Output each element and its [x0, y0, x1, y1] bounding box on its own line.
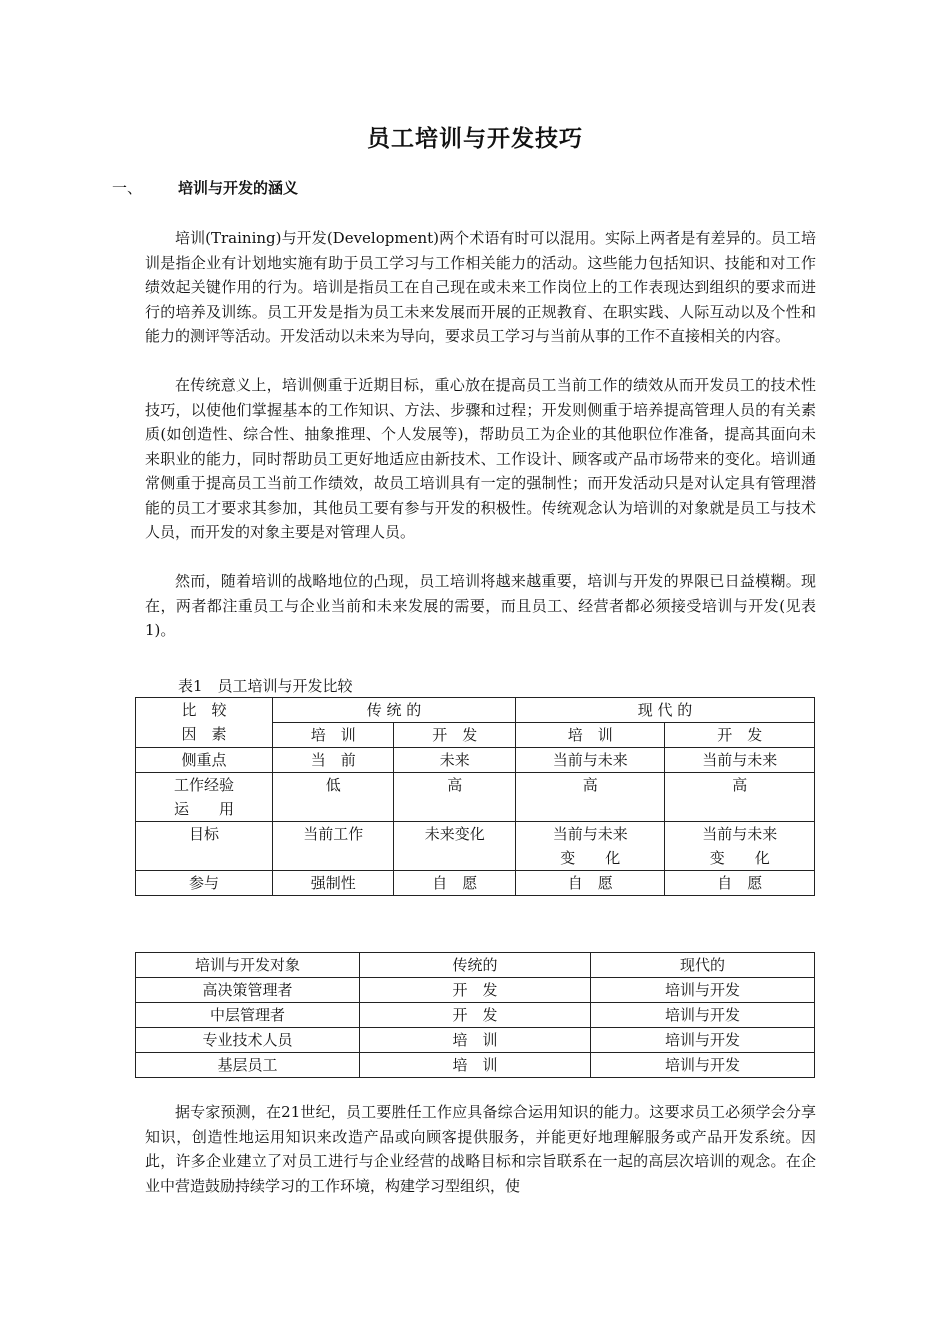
cell: [665, 822, 815, 871]
subheader-trad-development: 开 发: [394, 723, 515, 748]
row-factor: [136, 773, 273, 822]
cell: 高: [665, 773, 815, 822]
header-cell: 传统的: [360, 953, 591, 978]
table-header-row: [136, 953, 815, 978]
cell: 高决策管理者: [136, 978, 360, 1003]
header-cell: 现代的: [590, 953, 814, 978]
target-table: [135, 952, 815, 1078]
cell: 强制性: [273, 871, 394, 896]
table-row: [136, 871, 815, 896]
row-factor-line2: 运 用: [173, 800, 234, 818]
row-factor: 参与: [136, 871, 273, 896]
table-header-row: [136, 698, 815, 723]
table-row: [136, 1003, 815, 1028]
row-factor: 目标: [136, 822, 273, 871]
cell-line2: 变 化: [709, 849, 770, 867]
table-row: [136, 748, 815, 773]
comparison-table: [135, 697, 815, 896]
cell: 培训与开发: [590, 1053, 814, 1078]
cell: 自 愿: [515, 871, 665, 896]
cell: 中层管理者: [136, 1003, 360, 1028]
cell-line1: 当前与未来: [552, 825, 628, 843]
cell: 基层员工: [136, 1053, 360, 1078]
header-cell: 培训与开发对象: [136, 953, 360, 978]
header-factor-line1: 比 较: [181, 701, 227, 719]
table-row: [136, 773, 815, 822]
cell: 开 发: [360, 1003, 591, 1028]
paragraph-2: 在传统意义上，培训侧重于近期目标，重心放在提高员工当前工作的绩效从而开发员工的技术性技巧，以使他们掌握基本的工作知识、方法、步骤和过程；开发则侧重于培养提高管理人员的有关素质(如创造性、综合性、抽象推理、个人发展等)，帮助员工为企业的其他职位作准备，提高其面向未来职业的能力，同时帮助员工更好地适应由新技术、工作设计、顾客或产品市场带来的变化。培训通常侧重于提高员工当前工作绩效，故员工培训具有一定的强制性；而开发活动只是对认定具有管理潜能的员工才要求其参加，其他员工要有参与开发的积极性。传统观念认为培训的对象就是员工与技术人员，而开发的对象主要是对管理人员。: [145, 376, 816, 541]
section-heading: [112, 177, 298, 198]
table-row: [136, 1028, 815, 1053]
row-factor-line1: 工作经验: [173, 776, 234, 794]
cell: 当前与未来: [665, 748, 815, 773]
paragraph-1: 培训(Training)与开发(Development)两个术语有时可以混用。实际上两者是有差异的。员工培训是指企业有计划地实施有助于员工学习与工作相关能力的活动。这些能力包括知识、技能和对工作绩效起关键作用的行为。培训是指员工在自己现在或未来工作岗位上的工作表现达到组织的要求而进行的培养及训练。员工开发是指为员工未来发展而开展的正规教育、在职实践、人际互动以及个性和能力的测评等活动。开发活动以未来为导向，要求员工学习与当前从事的工作不直接相关的内容。: [145, 229, 816, 345]
cell: 自 愿: [665, 871, 815, 896]
document-title: 员工培训与开发技巧: [367, 126, 583, 152]
paragraph-3: 然而，随着培训的战略地位的凸现，员工培训将越来越重要，培训与开发的界限已日益模糊。现在，两者都注重员工与企业当前和未来发展的需要，而且员工、经营者都必须接受培训与开发(见表1)。: [145, 572, 816, 639]
cell: 未来变化: [394, 822, 515, 871]
table-row: [136, 1053, 815, 1078]
header-factor-line2: 因 素: [181, 725, 227, 743]
subheader-trad-training: 培 训: [273, 723, 394, 748]
cell: 高: [515, 773, 665, 822]
paragraph-4: 据专家预测，在21世纪，员工要胜任工作应具备综合运用知识的能力。这要求员工必须学会分享知识，创造性地运用知识来改造产品或向顾客提供服务，并能更好地理解服务或产品开发系统。因此，许多企业建立了对员工进行与企业经营的战略目标和宗旨联系在一起的高层次培训的观念。在企业中营造鼓励持续学习的工作环境，构建学习型组织，使: [145, 1103, 816, 1195]
cell: 当 前: [273, 748, 394, 773]
cell: 自 愿: [394, 871, 515, 896]
cell: 高: [394, 773, 515, 822]
header-factor-cell: [136, 698, 273, 748]
subheader-mod-training: 培 训: [515, 723, 665, 748]
cell: 培训与开发: [590, 978, 814, 1003]
cell: [515, 822, 665, 871]
cell: 培训与开发: [590, 1003, 814, 1028]
cell: 培训与开发: [590, 1028, 814, 1053]
section-title: 培训与开发的涵义: [178, 179, 299, 197]
table-row: [136, 822, 815, 871]
header-modern: 现 代 的: [515, 698, 814, 723]
cell: 培 训: [360, 1053, 591, 1078]
row-factor: 侧重点: [136, 748, 273, 773]
cell-line2: 变 化: [560, 849, 621, 867]
header-traditional: 传 统 的: [273, 698, 516, 723]
cell: 低: [273, 773, 394, 822]
table-1-caption: 表1 员工培训与开发比较: [178, 677, 353, 695]
cell-line1: 当前与未来: [702, 825, 778, 843]
subheader-mod-development: 开 发: [665, 723, 815, 748]
cell: 当前与未来: [515, 748, 665, 773]
cell: 未来: [394, 748, 515, 773]
section-number: 一、: [112, 179, 143, 197]
cell: 当前工作: [273, 822, 394, 871]
table-row: [136, 978, 815, 1003]
cell: 培 训: [360, 1028, 591, 1053]
cell: 专业技术人员: [136, 1028, 360, 1053]
cell: 开 发: [360, 978, 591, 1003]
